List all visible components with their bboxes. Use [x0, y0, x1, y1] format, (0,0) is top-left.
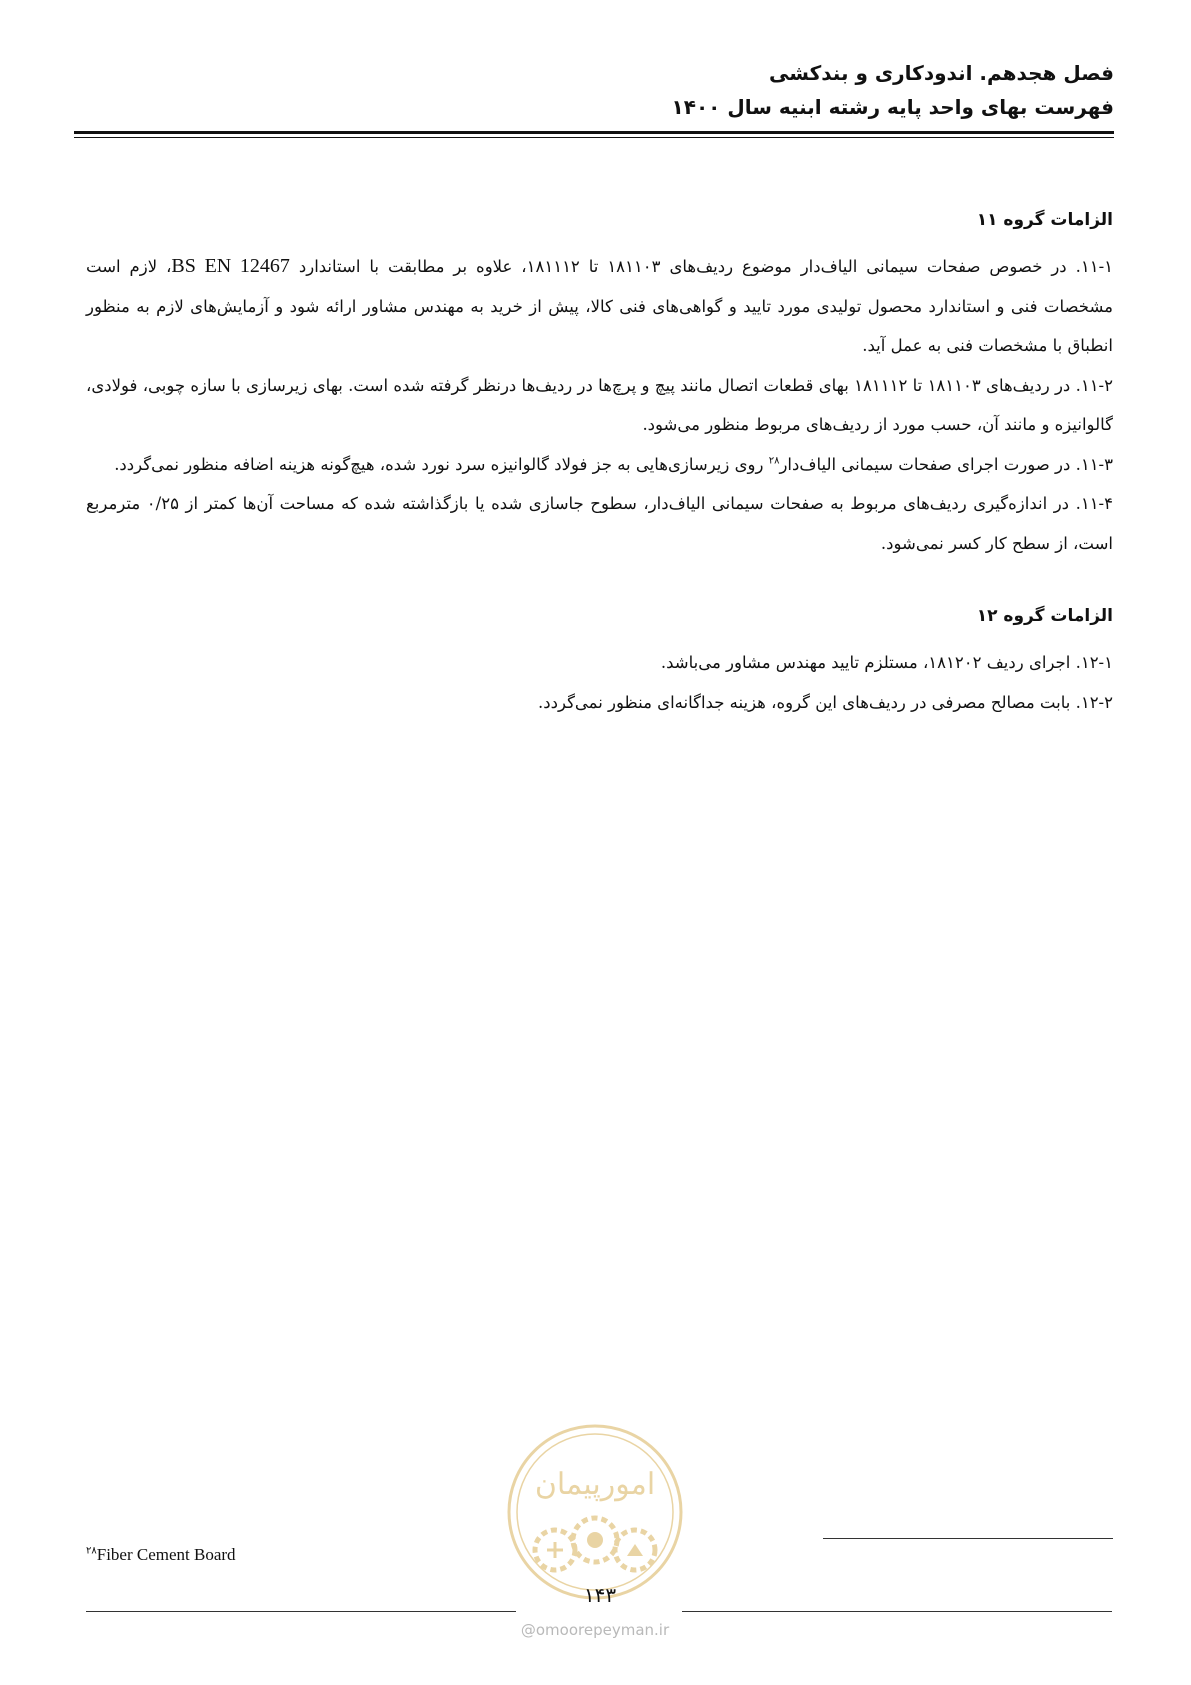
footnote-reference[interactable]: ۲۸: [768, 455, 780, 466]
svg-text:امورپیمان: امورپیمان: [534, 1467, 656, 1502]
paragraph-text: روی زیرسازی‌هایی به جز فولاد گالوانیزه سرد نورد شده، هیچ‌گونه هزینه اضافه منظور نمی‌گردد.: [114, 454, 769, 474]
paragraph-11-3: [86, 445, 1113, 485]
section-group-12: [86, 601, 1113, 722]
book-title: فهرست بهای واحد پایه رشته ابنیه سال ۱۴۰۰: [671, 95, 1114, 119]
footnote-text: Fiber Cement Board: [96, 1545, 236, 1564]
page-header: [74, 56, 1114, 124]
section-title: الزامات گروه ۱۲: [976, 606, 1113, 626]
paragraph-11-1: [86, 247, 1113, 366]
section-group-11: [86, 205, 1113, 563]
watermark-text: @omoorepeyman.ir: [520, 1621, 670, 1639]
standard-code: BS EN 12467: [171, 255, 290, 277]
footer-rule-left: [86, 1611, 516, 1612]
footnote-rule: [823, 1538, 1113, 1539]
paragraph-text: ، لازم است مشخصات فنی و استاندارد محصول تولیدی مورد تایید و گواهی‌های فنی کالا، پیش از خرید به مهندس مشاور ارائه شود و آزمایش‌های لازم به منظور انطباق با مشخصات فنی به عمل آید.: [86, 257, 1113, 355]
paragraph-text: ۱۱-۱. در خصوص صفحات سیمانی الیاف‌دار موضوع ردیف‌های ۱۸۱۱۰۳ تا ۱۸۱۱۱۲، علاوه بر مطابقت با استاندارد: [289, 257, 1114, 276]
paragraph-12-1: ۱۲-۱. اجرای ردیف ۱۸۱۲۰۲، مستلزم تایید مهندس مشاور می‌باشد.: [660, 653, 1113, 672]
publisher-stamp-logo: [505, 1422, 685, 1602]
chapter-title: فصل هجدهم. اندودکاری و بندکشی: [769, 61, 1114, 85]
paragraph-11-4: ۱۱-۴. در اندازه‌گیری ردیف‌های مربوط به صفحات سیمانی الیاف‌دار، سطوح جاسازی شده یا بازگذاشته شده که مساحت آن‌ها کمتر از ۰/۲۵ مترمربع است، از سطح کار کسر نمی‌شود.: [86, 494, 1113, 553]
footnote: [86, 1545, 236, 1565]
page-number: ۱۴۳: [583, 1583, 617, 1607]
header-rule-thick: [74, 131, 1114, 134]
paragraph-11-2: ۱۱-۲. در ردیف‌های ۱۸۱۱۰۳ تا ۱۸۱۱۱۲ بهای قطعات اتصال مانند پیچ و پرچ‌ها در ردیف‌ها درنظر گرفته شده است. بهای زیرسازی با سازه چوبی، فولادی، گالوانیزه و مانند آن، حسب مورد از ردیف‌های مربوط منظور می‌شود.: [86, 375, 1113, 434]
paragraph-text: ۱۱-۳. در صورت اجرای صفحات سیمانی الیاف‌دار: [779, 454, 1113, 474]
main-content: [86, 205, 1113, 722]
footnote-mark: ۲۸: [86, 1545, 97, 1557]
paragraph-12-2: ۱۲-۲. بابت مصالح مصرفی در ردیف‌های این گروه، هزینه جداگانه‌ای منظور نمی‌گردد.: [538, 692, 1113, 712]
header-rule-thin: [74, 137, 1114, 138]
footer-rule-right: [682, 1611, 1112, 1612]
section-title: الزامات گروه ۱۱: [976, 210, 1113, 230]
